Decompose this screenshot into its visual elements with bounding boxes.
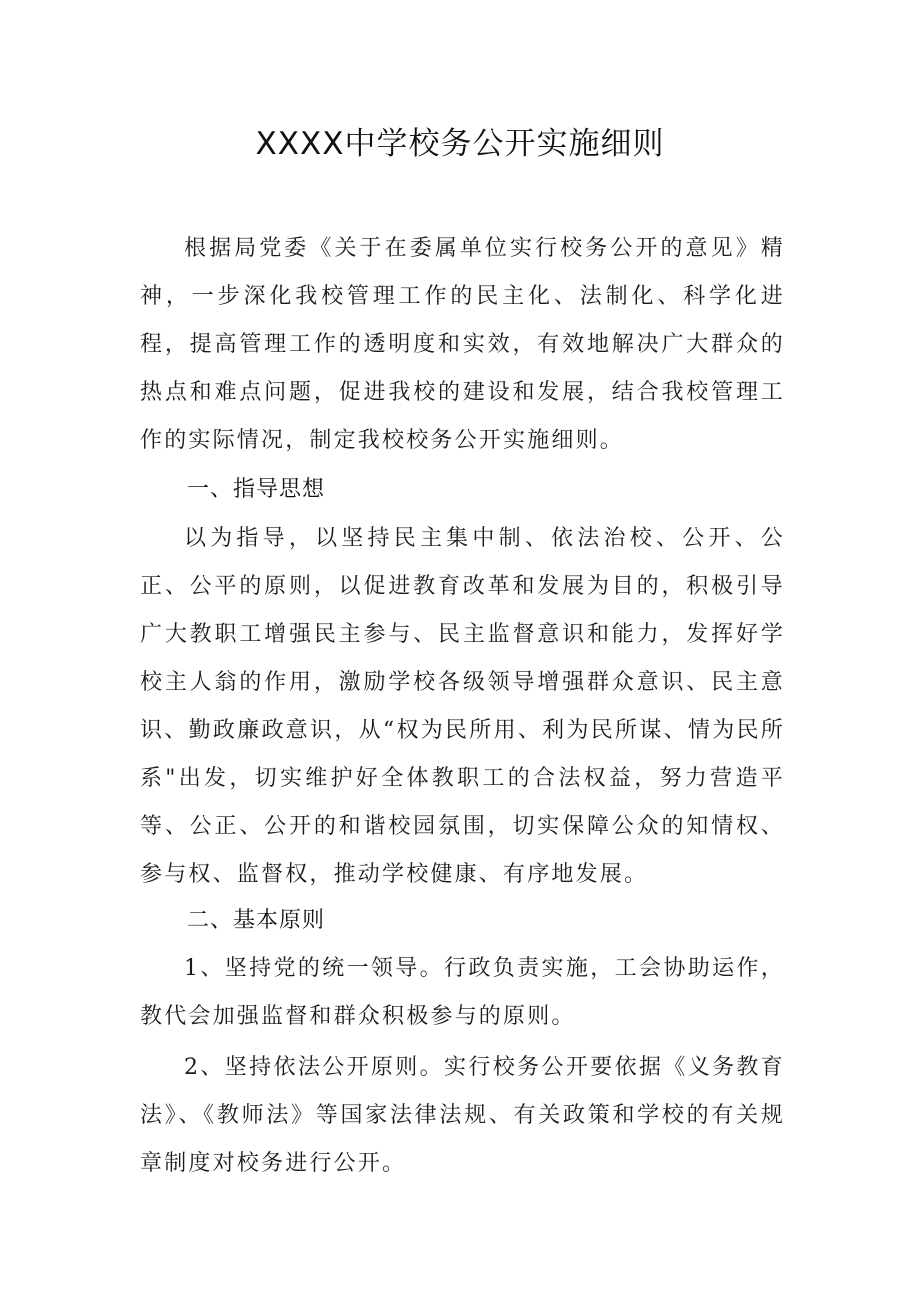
section-heading-basic-principles: 二、基本原则: [187, 908, 326, 933]
principle-item-2: 2、坚持依法公开原则。实行校务公开要依据《义务教育法》、《教师法》等国家法律法规、有关政策和学校的有关规章制度对校务进行公开。: [140, 1055, 785, 1176]
section-heading-guiding-thought: 一、指导思想: [187, 477, 326, 502]
principle-item-1: 1、坚持党的统一领导。行政负责实施，工会协助运作，教代会加强监督和群众积极参与的原则。: [140, 956, 785, 1029]
document-title: XXXX中学校务公开实施细则: [255, 126, 665, 162]
intro-paragraph: 根据局党委《关于在委属单位实行校务公开的意见》精神，一步深化我校管理工作的民主化、法制化、科学化进程，提高管理工作的透明度和实效，有效地解决广大群众的热点和难点问题，促进我校的建设和发展，结合我校管理工作的实际情况，制定我校校务公开实施细则。: [140, 236, 785, 453]
guiding-thought-paragraph: 以为指导，以坚持民主集中制、依法治校、公开、公正、公平的原则，以促进教育改革和发展为目的，积极引导广大教职工增强民主参与、民主监督意识和能力，发挥好学校主人翁的作用，激励学校各级领导增强群众意识、民主意识、勤政廉政意识，从“权为民所用、利为民所谋、情为民所系"出发，切实维护好全体教职工的合法权益，努力营造平等、公正、公开的和谐校园氛围，切实保障公众的知情权、参与权、监督权，推动学校健康、有序地发展。: [140, 526, 785, 887]
